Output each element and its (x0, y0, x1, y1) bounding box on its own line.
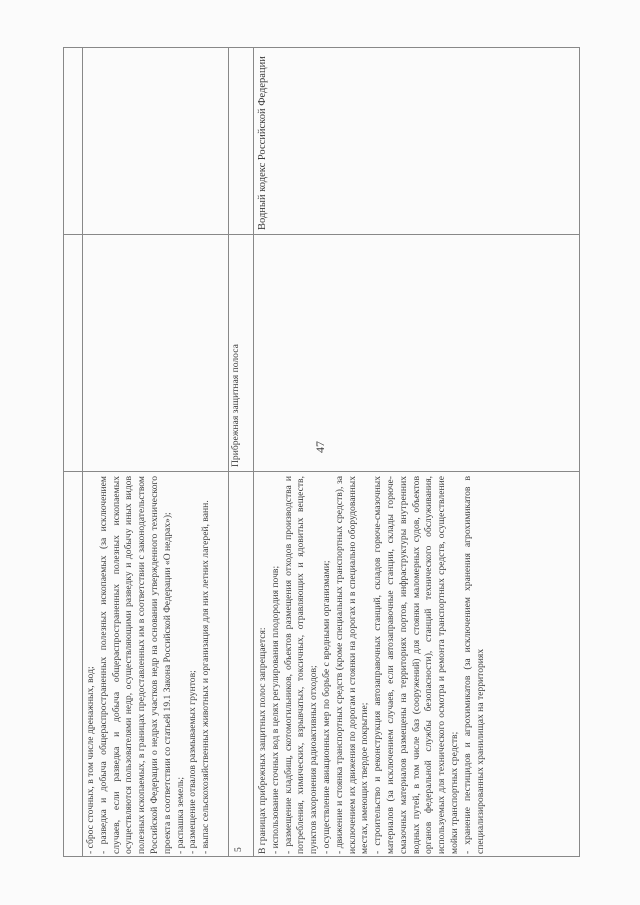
page-number: 47 (313, 441, 327, 453)
zone-name-cell (229, 235, 253, 471)
restriction-line: - использование сточных вод в целях регулирования плодородия почв; (269, 565, 281, 854)
regulations-table (63, 47, 580, 857)
row-number: 5 (233, 847, 244, 852)
restriction-line: - осуществление авиационных мер по борьбе с вредными организмами; (320, 560, 332, 854)
restriction-line: - выпас сельскохозяйственных животных и организация для них летних лагерей, ванн. (200, 500, 212, 854)
law-cell (254, 48, 579, 234)
law-reference: Водный кодекс Российской Федерации (257, 56, 268, 230)
restriction-line: В границах прибрежных защитных полос запрещается: (257, 627, 268, 854)
restriction-line: - сброс сточных, в том числе дренажных, вод; (85, 666, 96, 854)
continuation-restrictions-cell (83, 472, 228, 856)
zone-name: Прибрежная защитная полоса (230, 344, 241, 467)
restriction-line: - разведка и добыча общераспространенных полезных ископаемых (за исключением случаев, если разведка и добыча общераспространенных полезных ископаемых осуществляются пользователями недр, осуществляющими разведку и добычу иных видов полезных ископаемых, в границах предоставленных им в соответствии с законодательством Российской Федерации о недрах участков недр на основании утвержденного технического проекта в соответствии со статьей 19.1 Закона Российской Федерации «О недрах»); (97, 476, 173, 854)
restriction-line: - размещение отвалов размываемых грунтов; (187, 670, 199, 854)
row-divider (64, 234, 579, 235)
restriction-line: - строительство и реконструкция автозаправочных станций, складов горюче-смазочных материалов (за исключением случаев, если автозаправочные станции, склады горюче-смазочных материалов размещены на территориях портов, инфраструктуры внутренних водных путей, в том числе баз (сооружений) для стоянки маломерных судов, объектов органов федеральной службы безопасности), станций технического обслуживания, используемых для технического осмотра и ремонта транспортных средств, осуществление мойки транспортных средств; (372, 476, 460, 854)
restriction-line: - движение и стоянка транспортных средств (кроме специальных транспортных средств), за исключением их движения по дорогам и стоянки на дорогах и в специально оборудованных местах, имеющих твердое покрытие; (333, 476, 371, 854)
restriction-line: - размещение кладбищ, скотомогильников, объектов размещения отходов производства и потребления, химических, взрывчатых, токсичных, отравляющих и ядовитых веществ, пунктов захоронения радиоактивных отходов; (282, 476, 320, 854)
restriction-line: - распашка земель; (174, 776, 186, 854)
restriction-line: - хранение пестицидов и агрохимикатов (за исключением хранения агрохимикатов в специализированных хранилищах на территориях (461, 476, 486, 854)
restrictions-cell (254, 472, 579, 856)
row-number-cell (229, 472, 253, 856)
